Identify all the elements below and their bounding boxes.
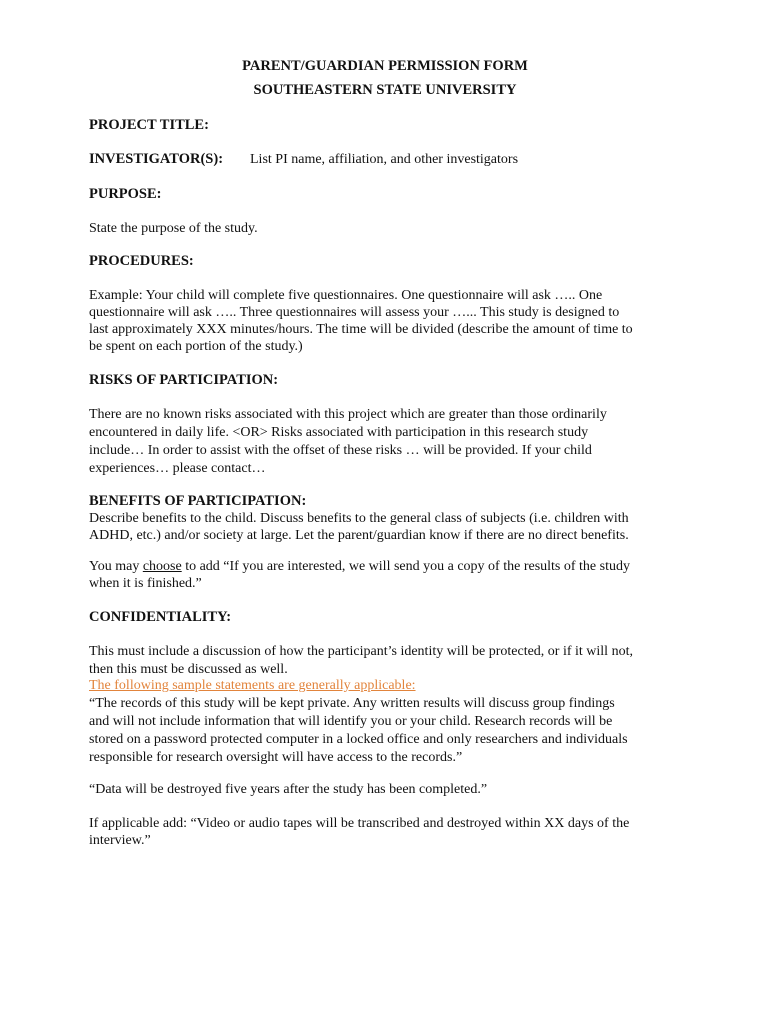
benefits-line: ADHD, etc.) and/or society at large. Let the parent/guardian know if there are no direct benefits.	[89, 528, 629, 543]
sample-statements-link[interactable]: The following sample statements are generally applicable:	[89, 678, 416, 693]
sample-statement-line: responsible for research oversight will have access to the records.”	[89, 750, 463, 765]
benefits-optional-paragraph: You may choose to add “If you are interested, we will send you a copy of the results of the study when it is finished.”	[89, 559, 630, 591]
form-title: PARENT/GUARDIAN PERMISSION FORM	[242, 58, 528, 74]
risks-label: RISKS OF PARTICIPATION:	[89, 372, 279, 388]
risks-line: encountered in daily life. <OR> Risks associated with participation in this research study	[89, 425, 589, 440]
risks-line: include… In order to assist with the offset of these risks … will be provided. If your child	[89, 443, 592, 458]
sample-statement-line: and will not include information that will identify you or your child. Research records will be	[89, 714, 613, 729]
investigators-label: INVESTIGATOR(S):	[89, 151, 224, 167]
procedures-line: be spent on each portion of the study.)	[89, 339, 303, 354]
project-title-label: PROJECT TITLE:	[89, 117, 209, 133]
confidentiality-paragraph	[89, 643, 633, 679]
university-name: SOUTHEASTERN STATE UNIVERSITY	[253, 82, 517, 98]
investigators-value: List PI name, affiliation, and other investigators	[250, 152, 519, 167]
tapes-line: interview.”	[89, 833, 151, 848]
benefits-optional-line: when it is finished.”	[89, 576, 202, 591]
benefits-paragraph	[89, 510, 629, 544]
procedures-line: last approximately XXX minutes/hours. The time will be divided (describe the amount of time to	[89, 322, 633, 337]
procedures-line: questionnaire will ask ….. Three questionnaires will assess your …... This study is designed to	[89, 305, 620, 320]
procedures-line: Example: Your child will complete five questionnaires. One questionnaire will ask ….. One	[89, 288, 603, 303]
confidentiality-line: then this must be discussed as well.	[89, 662, 288, 677]
purpose-text: State the purpose of the study.	[89, 221, 258, 236]
risks-paragraph	[89, 406, 607, 478]
benefits-line: Describe benefits to the child. Discuss benefits to the general class of subjects (i.e. children with	[89, 511, 629, 526]
confidentiality-line: This must include a discussion of how the participant’s identity will be protected, or if it will not,	[89, 644, 633, 659]
sample-statement-line: stored on a password protected computer in a locked office and only researchers and individuals	[89, 732, 628, 747]
purpose-label: PURPOSE:	[89, 186, 162, 202]
procedures-paragraph	[89, 287, 633, 355]
choose-underlined-word: choose	[142, 559, 182, 574]
sample-statement-paragraph	[89, 695, 628, 767]
procedures-label: PROCEDURES:	[89, 253, 194, 269]
risks-line: experiences… please contact…	[89, 461, 266, 476]
tapes-line: If applicable add: “Video or audio tapes will be transcribed and destroyed within XX days of the	[89, 816, 630, 831]
tapes-paragraph	[89, 815, 629, 849]
risks-line: There are no known risks associated with this project which are greater than those ordinarily	[89, 407, 607, 422]
benefits-label: BENEFITS OF PARTICIPATION:	[89, 493, 307, 509]
data-destroyed-statement: “Data will be destroyed five years after the study has been completed.”	[89, 782, 488, 797]
confidentiality-label: CONFIDENTIALITY:	[89, 609, 232, 625]
sample-statement-line: “The records of this study will be kept private. Any written results will discuss group findings	[89, 696, 615, 711]
